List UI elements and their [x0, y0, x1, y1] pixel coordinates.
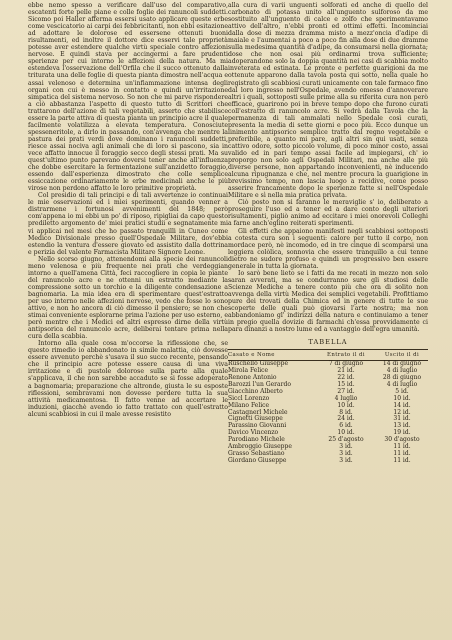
cell-entry: 22 id.: [337, 373, 355, 381]
right-text-column: [228, 2, 428, 465]
cell-entry: 6 id.: [339, 422, 353, 430]
cell-entry: 24 id.: [337, 415, 355, 423]
cell-name: Cignetti Giuseppe: [228, 415, 283, 423]
left-text-column: [28, 2, 228, 418]
cell-exit: 28 di giugno: [382, 373, 422, 381]
cell-entry: 15 id.: [337, 380, 355, 388]
cell-name: Milano Felice: [228, 401, 270, 409]
cell-entry: 3 id.: [339, 443, 353, 451]
paragraph: ebbe nemo spesso a verificare dall'uso del comparativo, escatenti forte pelle piane e colle foglie dei ranuncoli suddetti. Sicomo poi Haller afferma essersi usato applicare queste erbe come vescicatorio ai carpi dei febbricitanti, non ebbi esitazione ad adottare le dolorose ed essersene ottenuti buoni risultamenti, ed inoltre il dottore dice esservi tale proprietà potesse aver estendere qualche virtù speciale contro affezioni nervose. E quindi stava per accingermi a fare prudenti sperienze per cui intorno le affezioni della natura. Ma mi estendeva l'osservazione dell'Orfila che il succo ottenuto dalla triturata una delle foglie di questa pianta dimostra nell'acqua e assai velenoso e determina un'infiammazione intensa degli organi con cui è messo in contatto e quindi un'irritazione simpatica del sistema nervoso. So non che mi parve rispondere a ciò abbastanza l'aspetto di questo tutto di Scrittori che trattarono dell'azione di tali vegetabili, asserto che stabilisce essere la parte attiva di questa pianta un principio acre il quale facilmente volatilizza a elevata temperatura. Conosciute spesseneritole, a dirlo in passando, con'avvenga che mentre la pastura dei prati verdi dove dominano i ranuncoli suddetti, riesce assai nociva agli animali che di loro si pascono, sia in vece affatto innocue il foraggio secco degli stessi prati. Ma su quest'ultimo punto parevano doversi tener anche all'influenza che dobbe esercitare la fermentazione sull'anzidetto foraggio, essendo dall'esperienza dimostrato che colle semplice essiccazione ordinariamente le erbe medicinali anche le più virose non perdono affatto le loro primitive proprietà.: [28, 2, 228, 193]
cell-exit: 14 di giugno: [382, 360, 422, 368]
paragraph: alla cura di varii unguenti solforati ed anche di quello del carbonato di potassa unito all'unguento sulforoso da me sostituito all'unguento di calce e zolfo che sperimentavamo attivo dell'altro, n'ebbi pronti ed ottimi effetti. Incominciai dalla dose di mezza dramma misto a mezz'oncia d'adipe di maiale e l'aumentai a poco a poco fin alla dose di due dramme sulla medesima quantità d'adipe, da consumarsi nella giornata; dose che non osai più ordinarmi trova sufficiente; adoperandone solo la doppia quantità nei casi di scabbia molto inveterata ed estinata. Le pronte e perfette guarigioni da me ottenute apparono dalla tavola posta qui sotto, nella quale ho registrato gli scabbiosi curati unicamente con tale farmaco fino dal loro ingresso nell'Ospedale, avendo omesso d'annoverare altri i quali, sottoposti sulle prime alla su riferita cura non però efficace, guarirono poi in breve tempo dopo che furono curati coll'estratto di ranuncolo acre. Si vedrà dalla Tavola che la permanenza di tali ammalati nello Spedale così curati, presenta la media di sette giorni e poco più. Ecco dunque un linimento antipsorico semplice tratto dal regno vegetabile e preferibile, a quanto mi pare, agli altri sin qui usati, senza cattivo odore, sotto piccolo volume, di poco minor costo, assai valido ed in pari tempo assai facile ad impiegarsi, ch' io proporgo non solo agli Ospedali Militari, ma anche alle più diverse persone, non appartando inconvenienti, nè inducendo alcuna ripugnanza e che, nel mentre procura la guarigione in brevissimo tempo, non lascia luogo a recidive, come posso asserire francamente dopo le sperienze fatte si nell'Ospedale Militare e sì nella mia pratica privata.: [228, 2, 428, 200]
cell-exit: 13 id.: [393, 422, 411, 430]
paragraph: Nello scorso giugno, attenendomi alla specie dei ranuncoli meno velenosa e più frequente nei prati che verdeggian intorno a quell'amena Città, feci raccogliere in copia le piante del ranuncolo acre e ne ottenni un estratto mediante la compressione sotto un torchio e la diligente condensazione a bagnomaria. La mia idea era di sperimentare quest'estratto per uso interno nelle affezioni nervose, vedo che fosse lo sono attivo, e non ho ancora di ciò dimesso il pensiero; se non che stimai conveniente esplorarne prima l'azione per uso esterno, e però mentre che i Medici ed altri espresso dirne della virtù antipsorica del ranuncolo acre, deliberai tentare prima nella cura della scabbia.: [28, 255, 228, 341]
cell-exit: 11 id.: [393, 443, 411, 451]
cell-entry: 21 id.: [337, 367, 355, 375]
cell-name: Parassino Giovanni: [228, 422, 287, 430]
table-body: [228, 361, 428, 465]
cell-entry: 27 id.: [337, 387, 355, 395]
cell-exit: 4 di luglio: [386, 380, 418, 388]
cell-entry: 3 id.: [339, 449, 353, 457]
cell-exit: 11 id.: [393, 456, 411, 464]
cell-name: Siccl Lorenzo: [228, 394, 270, 402]
cell-exit: 14 id.: [393, 401, 411, 409]
cell-entry: 7 di giugno: [328, 360, 364, 368]
cell-name: Davico Vincenzo: [228, 429, 279, 437]
cell-exit: 12 id.: [393, 408, 411, 416]
cell-name: Parodiano Michele: [228, 436, 285, 444]
cell-name: Ambroggio Giuseppe: [228, 443, 292, 451]
cell-name: Grasso Sebastiano: [228, 449, 285, 457]
table-row: [228, 458, 428, 465]
cell-name: Giordano Giuseppe: [228, 456, 287, 464]
table-title: TABELLA: [308, 338, 348, 347]
cell-name: Renone Antonio: [228, 373, 277, 381]
cell-exit: 30 d'agosto: [384, 436, 420, 444]
paragraph: Ciò posto non si faranno le meraviglie s' io, deliberato a proseguire l'uso ed a tener ed a dare conto degli ulteriori risultamenti, pigliò animo ad eccitare i miei onorevoli Colleghi a farne anch'eglino reiterati sperimenti.: [228, 199, 428, 228]
cell-exit: 31 id.: [393, 415, 411, 423]
cell-name: Ruschello Giuseppe: [228, 360, 289, 368]
table-header-row: [228, 350, 428, 361]
cell-name: Giacchino Alberto: [228, 387, 283, 395]
cell-exit: 10 id.: [393, 394, 411, 402]
cell-name: Castagnerl Michele: [228, 408, 288, 416]
cell-entry: 4 luglio: [334, 394, 358, 402]
cell-exit: 4 di luglio: [386, 367, 418, 375]
cell-entry: 3 id.: [339, 456, 353, 464]
paragraph: Col presidio di tali principi e di tali avvertenze io continuai le mie osservazioni ed i miei sperimenti, quando venner a distrarmene i fortunosi avvenimenti del 1848; però com'appena io mi ebbi un po' di riposo, ripigliai da capo questo prediletto argomento de' miei pratici studii e segnatamente mi vi applicai nel mesi che ho passato tranquilli in Cuneo come Medico Divisionale presso quell'Ospedale Militare, dov'ebbi estendio la ventura d'essere giovato ed assistito dalla dottrina e perizia del valente Farmacista Militare Signore Leone.: [28, 192, 228, 256]
paragraph: Io sarò bene lieto se i fatti da me recati in mezzo non solo saran avverati, ma se condurranno sure gli studiosi delle Scienze Mediche a tenere conto più che ora di solito non avvenga della virtù Medica dei semplici vegetabili. Profittiamo pure dei trovati della Chimica ed in genere di tutte le sue scoperte delle quali può giovarsi l'arte nostra; ma non abbandoniamo gl' indirizzi della natura e continuiamo a tener in pregio quella dovizie di farmachi ch'essa provvidamente ci para dinanzi a nostro lume ed a vantaggio dell'egra umanità.: [228, 269, 428, 334]
paragraph: Intorno alla quale cosa m'occorse la riflessione che, se questo rimedio io abbandonato in simile malattia, ciò dovesse essere avvenuto perchè s'usava il suo succo recente, pensando che il principio acre potesse essere causa di una viva irritazione e di pustole dolorose sulla parte alla quale s'applicava, il che non sarebbe accaduto se si fosse adoperato a bagnomaria; preparazione che altronde, giusta le su esposte riflessioni, sembravami non dovesse perdere tutta la sua attività medicamentosa. Il fatto venne ad accertare le induzioni, giacchè avendo io fatto trattato con quell'estratto alcuni scabbiosi in cui il male avesse resistito: [28, 340, 228, 418]
header-exit: Uscito il di: [376, 350, 428, 361]
cell-exit: 11 id.: [393, 449, 411, 457]
cell-entry: 10 id.: [337, 429, 355, 437]
right-text-body: [228, 2, 428, 333]
cell-entry: 10 id.: [337, 401, 355, 409]
header-entry: Entrato il di: [316, 350, 376, 361]
patient-table: [228, 349, 428, 465]
header-name: Casato e Nome: [228, 350, 316, 361]
cell-name: Barozzi l'un Gerardo: [228, 380, 291, 388]
cell-exit: 19 id.: [393, 429, 411, 437]
cell-entry: 8 id.: [339, 408, 353, 416]
cell-exit: 5 id.: [395, 387, 409, 395]
cell-entry: 25 d'agosto: [328, 436, 364, 444]
cell-name: Mirola Felice: [228, 367, 269, 375]
paragraph: Gli effetti che appaiono manifesti negli scabbiosi sottoposti a cotesta cura son i seguenti: calore per tutto il corpo, non mordace però, nè incomodo, ed in tre cinque dì scomparsi una leggiera colòlica, sonnovia che essere tranquillo a cui tenne dietro ne sudore profuso e quindi un progressivo ben essere generale in tutta la giornata.: [228, 227, 428, 270]
